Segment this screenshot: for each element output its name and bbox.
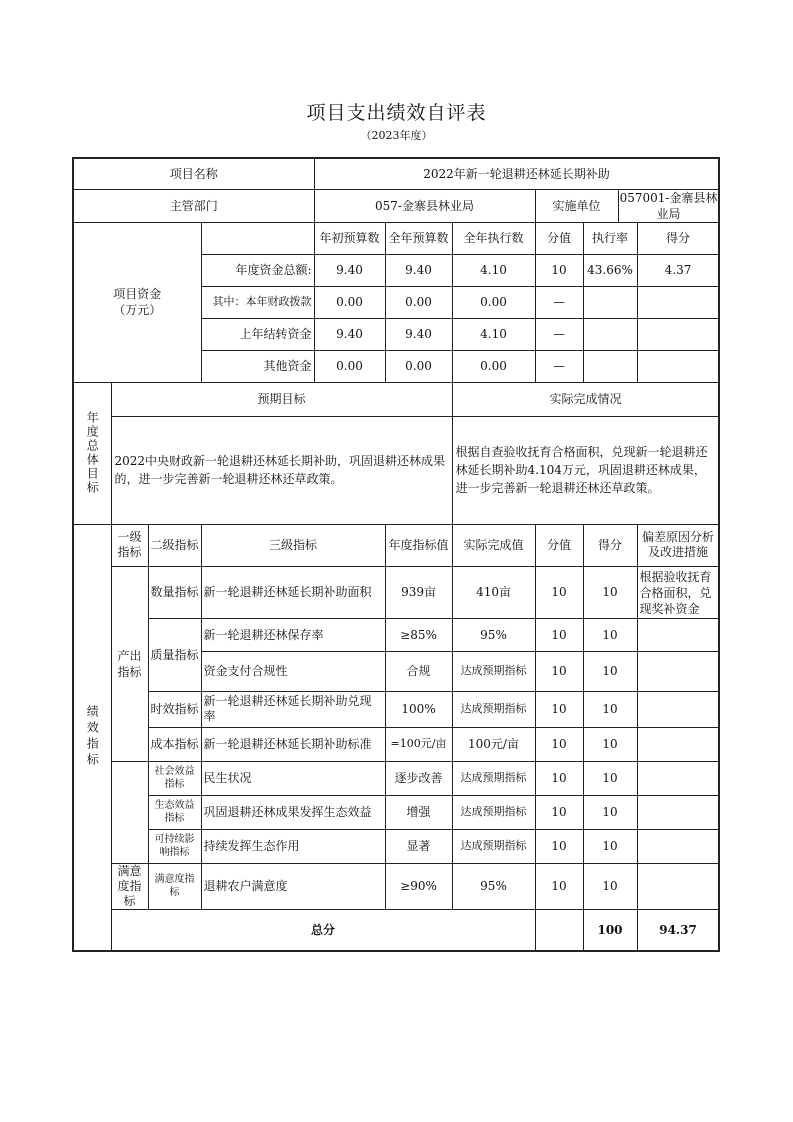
ind-level3: 民生状况 [201,761,385,795]
ind-score: 10 [583,566,637,618]
funds-row-rate: 43.66% [583,254,637,286]
ind-level1-output: 产出指标 [111,566,148,761]
ind-level3: 新一轮退耕还林保存率 [201,618,385,651]
dept-label: 主管部门 [73,189,314,222]
impl-label: 实施单位 [536,190,619,222]
funds-row-rate [583,350,637,382]
ind-note [637,863,719,909]
ind-level3: 新一轮退耕还林延长期补助兑现率 [201,691,385,727]
ind-weight: 10 [535,829,583,863]
goals-section-label: 年度总体目标 [73,382,111,524]
funds-row-initial: 9.40 [314,254,385,286]
ind-note [637,829,719,863]
impl-value-wrap [535,189,719,222]
ind-target: 100% [385,691,452,727]
ind-weight: 10 [535,863,583,909]
ind-target: 逐步改善 [385,761,452,795]
funds-row-weight: — [535,286,583,318]
funds-row-executed: 4.10 [452,254,535,286]
funds-row-weight: — [535,350,583,382]
funds-row-executed: 0.00 [452,286,535,318]
ind-weight: 10 [535,651,583,691]
funds-header-blank [201,222,314,254]
impl-value: 057001-金寨县林业局 [619,190,718,221]
ind-level1-effect [111,761,148,863]
ind-level2: 质量指标 [148,618,201,691]
funds-row-weight: — [535,318,583,350]
funds-row-initial: 0.00 [314,350,385,382]
ind-level2: 生态效益指标 [148,795,201,829]
ind-header-target: 年度指标值 [385,524,452,566]
ind-level3: 新一轮退耕还林延长期补助标准 [201,727,385,761]
ind-target: 增强 [385,795,452,829]
ind-header-level2: 二级指标 [148,524,201,566]
ind-weight: 10 [535,761,583,795]
ind-note: 根据验收抚育合格面积，兑现奖补资金 [637,566,719,618]
funds-row-annual: 0.00 [385,350,452,382]
funds-row-label: 上年结转资金 [201,318,314,350]
ind-note [637,651,719,691]
funds-row-label: 其他资金 [201,350,314,382]
funds-row-label: 年度资金总额: [201,254,314,286]
ind-actual: 达成预期指标 [452,795,535,829]
ind-score: 10 [583,761,637,795]
page-subtitle: （2023年度） [360,129,433,142]
page-title: 项目支出绩效自评表 [306,102,487,124]
ind-score: 10 [583,795,637,829]
ind-header-level3: 三级指标 [201,524,385,566]
goals-expected-header: 预期目标 [111,382,452,416]
ind-actual: 95% [452,618,535,651]
ind-actual: 95% [452,863,535,909]
goals-actual-header: 实际完成情况 [452,382,719,416]
ind-actual: 达成预期指标 [452,691,535,727]
ind-target: 合规 [385,651,452,691]
dept-value: 057-金寨县林业局 [314,189,535,222]
ind-note [637,691,719,727]
goals-actual-text: 根据自查验收抚育合格面积，兑现新一轮退耕还林延长期补助4.104万元，巩固退耕还林成果，进一步完善新一轮退耕还林还草政策。 [452,416,719,524]
funds-row-score [637,318,719,350]
project-name-value: 2022年新一轮退耕还林延长期补助 [314,158,719,189]
funds-row-executed: 4.10 [452,318,535,350]
funds-row-executed: 0.00 [452,350,535,382]
funds-header-rate: 执行率 [583,222,637,254]
ind-note [637,795,719,829]
ind-score: 10 [583,863,637,909]
total-label: 总分 [111,909,535,951]
total-blank [535,909,583,951]
ind-weight: 10 [535,691,583,727]
total-score: 94.37 [637,909,719,951]
ind-note [637,618,719,651]
ind-level3: 资金支付合规性 [201,651,385,691]
ind-header-weight: 分值 [535,524,583,566]
funds-row-initial: 9.40 [314,318,385,350]
ind-score: 10 [583,727,637,761]
ind-header-actual: 实际完成值 [452,524,535,566]
project-name-label: 项目名称 [73,158,314,189]
funds-header-annual: 全年预算数 [385,222,452,254]
ind-level1-satisfaction: 满意度指标 [111,863,148,909]
ind-level2: 时效指标 [148,691,201,727]
ind-actual: 达成预期指标 [452,651,535,691]
ind-actual: 达成预期指标 [452,761,535,795]
funds-row-weight: 10 [535,254,583,286]
ind-note [637,761,719,795]
funds-header-executed: 全年执行数 [452,222,535,254]
funds-row-initial: 0.00 [314,286,385,318]
ind-level2: 可持续影响指标 [148,829,201,863]
ind-target: 显著 [385,829,452,863]
ind-score: 10 [583,618,637,651]
funds-row-score [637,350,719,382]
ind-level2: 成本指标 [148,727,201,761]
ind-level2: 数量指标 [148,566,201,618]
ind-weight: 10 [535,618,583,651]
ind-weight: 10 [535,727,583,761]
ind-weight: 10 [535,566,583,618]
ind-header-level1: 一级指标 [111,524,148,566]
ind-level3: 巩固退耕还林成果发挥生态效益 [201,795,385,829]
funds-row-score [637,286,719,318]
funds-section-label: 项目资金 （万元） [73,222,201,382]
funds-header-initial: 年初预算数 [314,222,385,254]
ind-score: 10 [583,651,637,691]
ind-target: ≥85% [385,618,452,651]
ind-level3: 新一轮退耕还林延长期补助面积 [201,566,385,618]
funds-row-annual: 0.00 [385,286,452,318]
funds-row-rate [583,286,637,318]
funds-row-annual: 9.40 [385,254,452,286]
ind-score: 10 [583,829,637,863]
funds-row-annual: 9.40 [385,318,452,350]
goals-expected-text: 2022中央财政新一轮退耕还林延长期补助，巩固退耕还林成果的，进一步完善新一轮退耕还林还草政策。 [111,416,452,524]
ind-score: 10 [583,691,637,727]
ind-header-score: 得分 [583,524,637,566]
ind-actual: 达成预期指标 [452,829,535,863]
funds-row-label: 其中：本年财政拨款 [201,286,314,318]
ind-target: =100元/亩 [385,727,452,761]
performance-table [72,157,720,952]
funds-row-rate [583,318,637,350]
ind-level2: 社会效益指标 [148,761,201,795]
ind-weight: 10 [535,795,583,829]
total-weight: 100 [583,909,637,951]
ind-level3: 持续发挥生态作用 [201,829,385,863]
ind-level3: 退耕农户满意度 [201,863,385,909]
ind-target: 939亩 [385,566,452,618]
funds-header-weight: 分值 [535,222,583,254]
ind-note [637,727,719,761]
ind-actual: 410亩 [452,566,535,618]
ind-level2: 满意度指标 [148,863,201,909]
funds-row-score: 4.37 [637,254,719,286]
ind-actual: 100元/亩 [452,727,535,761]
funds-header-score: 得分 [637,222,719,254]
ind-target: ≥90% [385,863,452,909]
ind-header-note: 偏差原因分析及改进措施 [637,524,719,566]
indicators-section-label: 绩效指标 [73,524,111,951]
